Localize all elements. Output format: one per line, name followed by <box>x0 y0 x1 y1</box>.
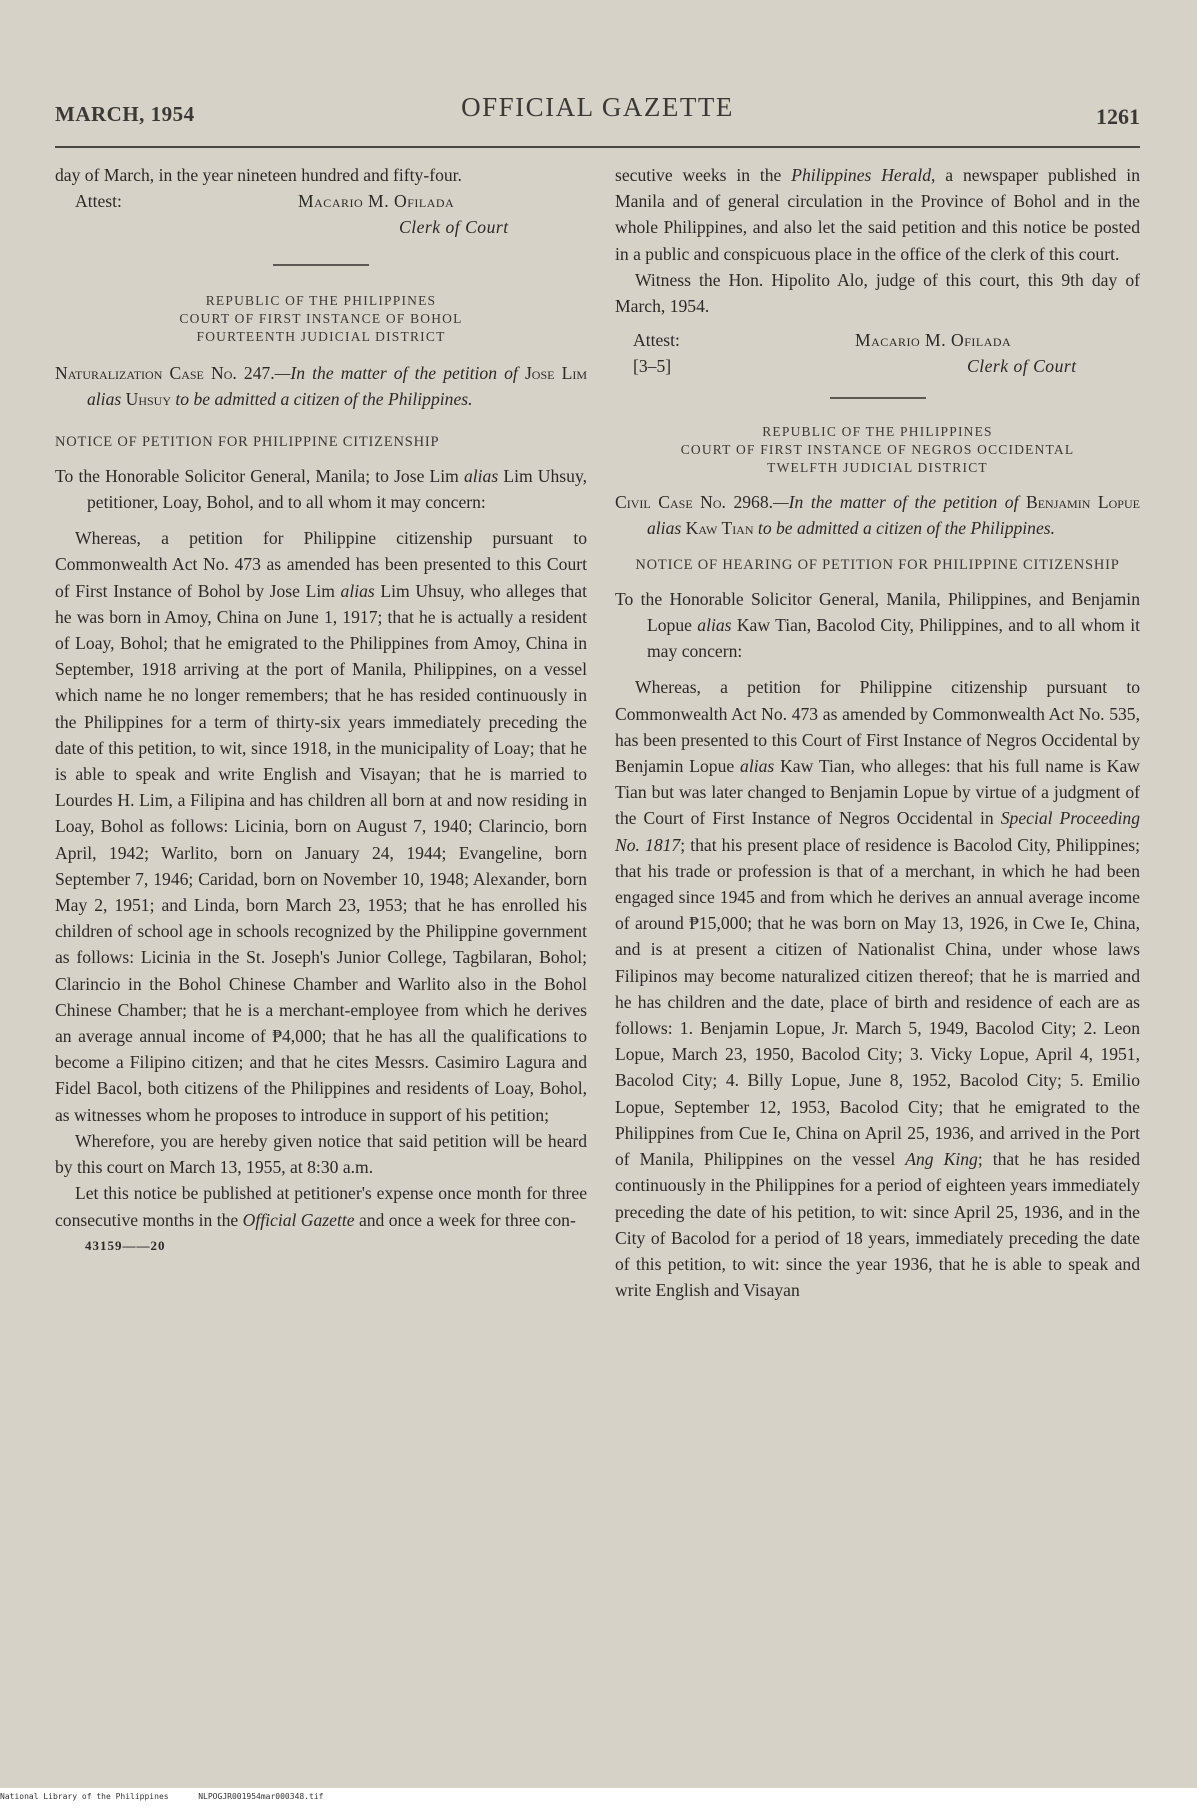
court-caption <box>55 292 587 346</box>
publication-name: Philippines Herald <box>791 165 932 185</box>
body-text: Let this notice be published at petitioner's expense once month for three consecutive months in the <box>55 1183 587 1230</box>
case-title <box>615 489 1140 541</box>
addressee-text: To the Honorable Solicitor General, Manila; to Jose Lim <box>55 465 464 486</box>
print-code: 43159——20 <box>85 1237 166 1253</box>
case-label: Naturalization Case No. 247. <box>55 363 275 384</box>
body-text: , a newspaper published in Manila and of general circulation in the Province of Bohol and in the whole Philippines, and also let the said petition and this notice be posted in a public and conspicuous place in the office of the clerk of this court. <box>615 165 1140 264</box>
body-text: Whereas, a petition for Philippine citizenship pursuant to Commonwealth Act No. 473 as amended by Commonwealth Act No. 535, has been presented to this Court of First Instance of Negros Occidental by Benjamin Lopue <box>615 677 1140 777</box>
header-title: OFFICIAL GAZETTE <box>461 92 734 122</box>
attest-signature-2 <box>615 327 1140 383</box>
caption-line: REPUBLIC OF THE PHILIPPINES <box>762 424 993 440</box>
footer-filename: NLPOGJR001954mar000348.tif <box>198 1792 324 1801</box>
footer-library: National Library of the Philippines <box>0 1792 169 1801</box>
page-number: 1261 <box>1096 104 1140 129</box>
clerk-name: Macario M. Ofilada <box>298 191 455 212</box>
petitioner-alias: Uhsuy <box>125 389 172 410</box>
wherefore-paragraph: Wherefore, you are hereby given notice that said petition will be heard by this court on March 13, 1955, at 8:30 a.m. <box>55 1130 587 1178</box>
attest-label: Attest: <box>633 330 680 351</box>
body-text: Kaw Tian, who alleges: that his full name is Kaw Tian but was later changed to Benjamin Lopue by virtue of a judgment of the Court of First Instance of Negros Occidental in <box>615 756 1141 829</box>
header-rule <box>55 146 1140 148</box>
alias-word: alias <box>87 389 126 410</box>
witness-paragraph: Witness the Hon. Hipolito Alo, judge of this court, this 9th day of March, 1954. <box>615 269 1140 317</box>
addressee-text: Kaw Tian, Bacolod City, Philippines, and to all whom it may concern: <box>647 615 1140 662</box>
clerk-title: Clerk of Court <box>399 217 509 238</box>
petitioner-name: Jose Lim <box>524 363 587 384</box>
addressee-text: Lim Uhsuy, petitioner, Loay, Bohol, and to all whom it may concern: <box>87 465 587 513</box>
body-text: Lim Uhsuy, who alleges that he was born in Amoy, China on June 1, 1917; that he is actually a resident of Loay, Bohol; that he emigrated to the Philippines from Amoy, China in September, 1918 arriving at the port of Manila, Philippines, on a vessel which name he no longer remembers; that he has resided continuously in the Philippines for a term of thirty-six years immediately preceding the date of this petition, to wit, since 1918, in the municipality of Loay; that he is able to speak and write English and Visayan; that he is married to Lourdes H. Lim, a Filipina and has children all born at and now residing in Loay, Bohol as follows: Licinia, born on August 7, 1940; Clarincio, born April, 1942; Warlito, born on January 24, 1944; Evangeline, born September 7, 1946; Caridad, born on November 10, 1948; Alexander, born May 2, 1951; and Linda, born March 23, 1953; that he has enrolled his children of school age in schools recognized by the Philippine government as follows: Licinia in the St. Joseph's Junior College, Tagbilaran, Bohol; Clarincio in the Bohol Chinese Chamber and Warlito also in the Bohol Chinese Chamber; that he is a merchant-employee from which he derives an average annual income of ₱4,000; that he has all the qualifications to become a Filipino citizen; and that he cites Messrs. Casimiro Lagura and Fidel Bacol, both citizens of the Philippines and residents of Loay, Bohol, as witnesses whom he proposes to introduce in support of his petition; <box>55 580 587 1125</box>
continued-paragraph <box>615 162 1140 267</box>
left-column <box>55 162 587 1259</box>
publication-ref: [3–5] <box>633 356 672 377</box>
case-text: to be admitted a citizen of the Philippines. <box>171 389 473 410</box>
attest-signature-1 <box>55 188 587 244</box>
proceeding-ref: Special Proceeding No. 1817 <box>615 808 1140 855</box>
attest-label: Attest: <box>75 191 122 212</box>
case-text: —In the matter of the petition of <box>274 363 525 384</box>
whereas-paragraph <box>55 525 587 1128</box>
notice-heading: NOTICE OF PETITION FOR PHILIPPINE CITIZENSHIP <box>55 433 440 450</box>
body-text: secutive weeks in the <box>615 165 792 185</box>
caption-line: REPUBLIC OF THE PHILIPPINES <box>205 293 437 309</box>
notice-addressee <box>615 586 1140 665</box>
caption-line: COURT OF FIRST INSTANCE OF NEGROS OCCIDENTAL <box>680 442 1075 458</box>
case-title <box>55 360 587 412</box>
clerk-name: Macario M. Ofilada <box>855 330 1012 351</box>
body-text: ; that he has resided continuously in the Philippines for a period of eighteen years immediately preceding the date of his petition, to wit: since April 25, 1936, and in the City of Bacolod for a period of 18 years, immediately preceding the date of this petition, to wit: since the year 1936, that he is able to speak and write English and Visayan <box>615 1149 1140 1301</box>
case-label: Civil Case No. 2968. <box>615 492 774 513</box>
publication-name: Official Gazette <box>242 1209 355 1230</box>
body-text: ; that his present place of residence is Bacolod City, Philippines; that his trade or profession is that of a merchant, in which he had been engaged since 1945 and from which he derives an annual average income of around ₱15,000; that he was born on May 13, 1926, in Cwe Ie, China, and is at present a citizen of Nationalist China, under whose laws Filipinos may become naturalized citizen thereof; that he is married and he has children and the date, place of birth and residence of each are as follows: 1. Benjamin Lopue, Jr. March 5, 1949, Bacolod City; 2. Leon Lopue, March 23, 1950, Bacolod City; 3. Vicky Lopue, April 4, 1951, Bacolod City; 4. Billy Lopue, June 8, 1952, Bacolod City; 5. Emilio Lopue, September 12, 1953, Bacolod City; that he emigrated to the Philippines from Cue Ie, China on April 25, 1936, and arrived in the Port of Manila, Philippines on the vessel <box>615 834 1140 1170</box>
notice-heading: NOTICE OF HEARING OF PETITION FOR PHILIPPINE CITIZENSHIP <box>635 556 1120 573</box>
petitioner-alias: Kaw Tian <box>685 518 754 539</box>
page-header <box>55 92 1140 138</box>
alias-word: alias <box>647 518 686 539</box>
case-text: —In the matter of the petition of <box>773 492 1026 513</box>
whereas-paragraph <box>615 674 1140 1303</box>
court-caption <box>615 423 1140 477</box>
caption-line: FOURTEENTH JUDICIAL DISTRICT <box>196 329 446 345</box>
body-text: and once a week for three con- <box>354 1209 576 1230</box>
scan-footer <box>0 1792 323 1801</box>
vessel-name: Ang King <box>905 1149 978 1170</box>
caption-line: TWELFTH JUDICIAL DISTRICT <box>767 460 988 476</box>
case-text: to be admitted a citizen of the Philippines. <box>753 518 1056 539</box>
right-column <box>615 162 1140 1303</box>
alias-word: alias <box>740 756 775 777</box>
body-text: Whereas, a petition for Philippine citizenship pursuant to Commonwealth Act No. 473 as amended has been presented to this Court of First Instance of Bohol by Jose Lim <box>55 528 587 601</box>
clerk-title: Clerk of Court <box>967 356 1077 377</box>
continued-paragraph: day of March, in the year nineteen hundred and fifty-four. <box>55 165 462 185</box>
header-date: MARCH, 1954 <box>55 102 195 126</box>
addressee-text: To the Honorable Solicitor General, Manila, Philippines, and Benjamin Lopue <box>615 588 1140 636</box>
publication-paragraph <box>55 1180 587 1232</box>
petitioner-name: Benjamin Lopue <box>1025 492 1140 513</box>
alias-word: alias <box>697 615 732 636</box>
alias-word: alias <box>463 465 499 486</box>
caption-line: COURT OF FIRST INSTANCE OF BOHOL <box>179 311 463 327</box>
alias-word: alias <box>340 580 375 601</box>
notice-addressee <box>55 463 587 515</box>
